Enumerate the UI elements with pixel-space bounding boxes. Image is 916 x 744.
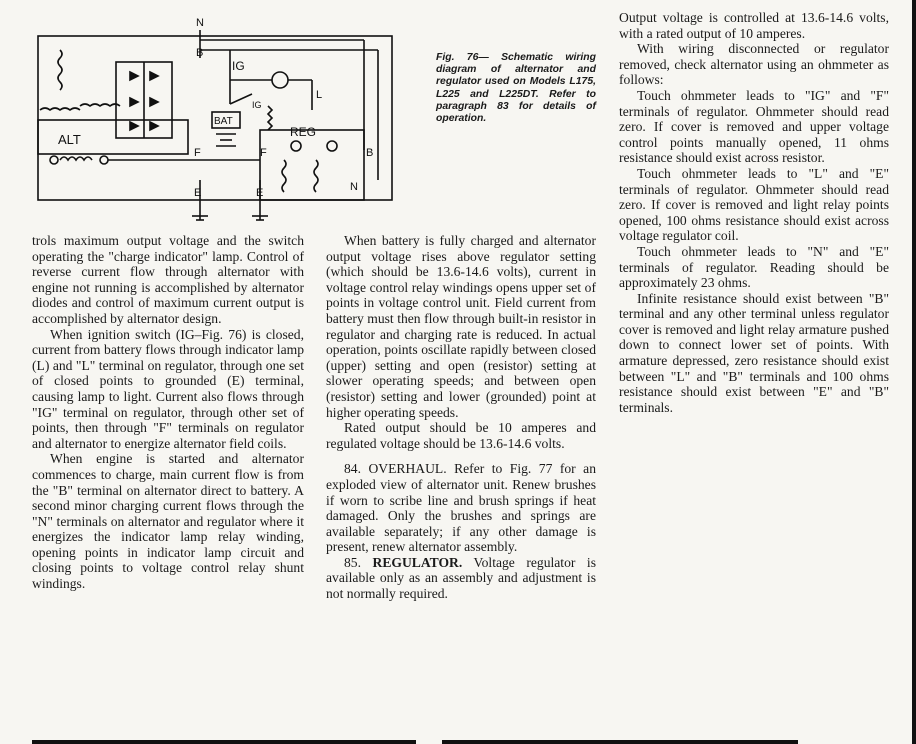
middle-column [326, 233, 596, 602]
paragraph: When battery is fully charged and alternator output voltage rises above regulator setting (which should be 13.6-14.6 volts), current in voltage control relay windings opens upper set of points in voltage control unit. Field current from battery must then flow through built-in resistor in regulator and charging rate is reduced. In actual operation, points oscillate rapidly between closed (upper) setting and open (resistor) setting at slower operating speeds; and between open (resistor) setting and lower (grounded) point at higher operating speeds. [326, 233, 596, 420]
paragraph: Touch ohmmeter leads to "L" and "E" terminals of regulator. Ohmmeter should read zero. If cover is removed and light relay points opened, 100 ohms resistance should exist across voltage regulator coil. [619, 165, 889, 244]
label-b-top: B [196, 47, 204, 59]
paragraph: Output voltage is controlled at 13.6-14.6 volts, with a rated output of 10 amperes. [619, 10, 889, 41]
paragraph: Rated output should be 10 amperes and regulated voltage should be 13.6-14.6 volts. [326, 420, 596, 451]
bottom-rule-left [32, 740, 416, 744]
paragraph: Infinite resistance should exist between "B" terminal and any other terminal unless regulator cover is removed and light relay armature pushed down to connect lower set of points. With armature depressed, zero resistance should exist between "L" and "B" terminals and 100 ohms resistance should exist between "E" and "B" terminals. [619, 290, 889, 415]
label-n-right: N [350, 181, 358, 193]
label-b-right: B [366, 147, 374, 159]
label-ig: IG [232, 59, 245, 73]
figure-caption [436, 52, 596, 125]
paragraph: Touch ohmmeter leads to "IG" and "F" terminals of regulator. Ohmmeter should read zero. If cover is removed and upper voltage control points manually opened, 11 ohms resistance should exist across resistor. [619, 87, 889, 166]
bottom-rule-right [442, 740, 798, 744]
wiring-diagram [20, 10, 420, 235]
regulator-paragraph [326, 555, 596, 602]
label-e-left: E [194, 187, 202, 199]
paragraph: Touch ohmmeter leads to "N" and "E" terminals of regulator. Reading should be approximately 23 ohms. [619, 243, 889, 291]
paragraph: When engine is started and alternator commences to charge, main current flow is from the "B" terminal on alternator direct to battery. A second minor charging current flows through the "N" terminals on alternator and regulator where it energizes the indicator lamp relay winding, opening points in indicator lamp circuit and closing points to voltage control relay shunt windings. [32, 451, 304, 592]
label-ig-lamp: IG [252, 100, 262, 110]
paragraph: When ignition switch (IG–Fig. 76) is closed, current from battery flows through indicator lamp (L) and "L" terminal on regulator, through one set of closed points to grounded (E) terminal, causing lamp to light. Current also flows through "IG" terminal on regulator, through other set of points, then through "F" terminals on regulator and alternator to energize alternator field coils. [32, 326, 304, 451]
label-f-right: F [260, 147, 267, 159]
paragraph: With wiring disconnected or regulator removed, check alternator using an ohmmeter as follows: [619, 41, 889, 88]
overhaul-paragraph: 84. OVERHAUL. Refer to Fig. 77 for an exploded view of alternator unit. Renew brushes if worn to scribe line and brush springs if heat damaged. Only the brushes and springs are available separately; if any other damage is present, renew alternator assembly. [326, 461, 596, 555]
label-l: L [316, 89, 323, 101]
label-e-right: E [256, 187, 264, 199]
label-n-top: N [196, 17, 204, 29]
label-bat: BAT [214, 116, 233, 127]
regulator-text: Voltage regulator is available only as an assembly and adjustment is not normally required. [326, 554, 596, 602]
figure-number: Fig. 76 [436, 52, 479, 63]
regulator-heading: REGULATOR. [372, 554, 463, 570]
left-column [32, 233, 304, 592]
regulator-number: 85. [344, 554, 373, 570]
label-f-left: F [194, 147, 201, 159]
right-column [619, 10, 889, 415]
paragraph: trols maximum output voltage and the switch operating the "charge indicator" lamp. Control of reverse current flow through alternator with engine not running is accomplished by alternator diodes and control of maximum current output is accomplished by alternator design. [32, 233, 304, 326]
figure-caption-text: — Schematic wiring diagram of alternator and regulator used on Models L175, L225 and L225DT. Refer to paragraph 83 for details of operation. [436, 52, 596, 125]
label-reg: REG [290, 125, 317, 139]
label-alt: ALT [58, 132, 81, 147]
